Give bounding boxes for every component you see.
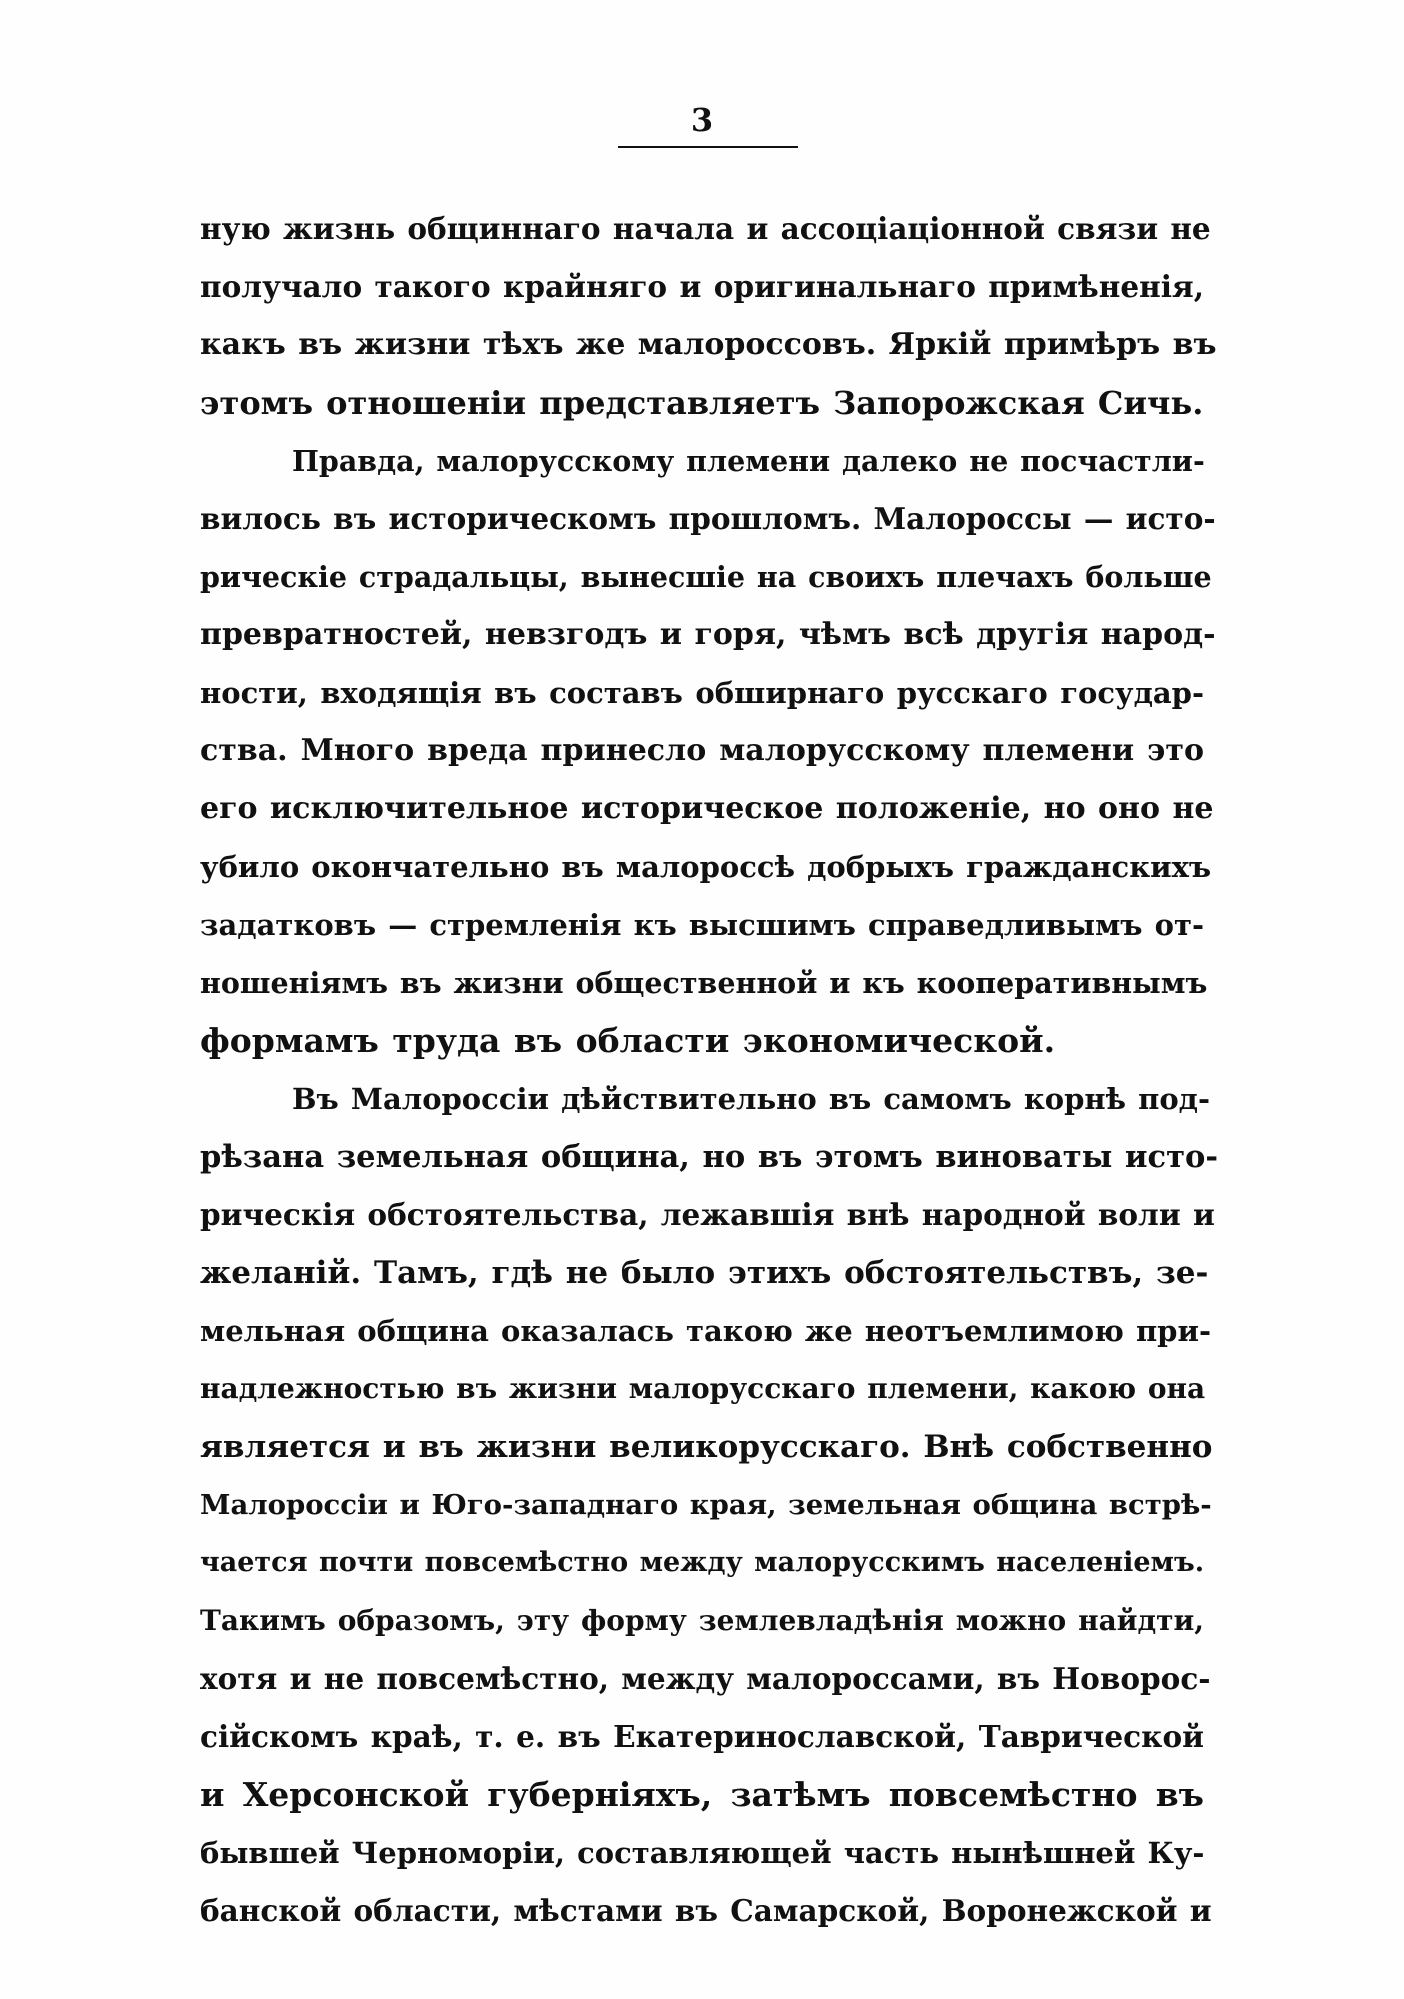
- text-line: превратностей, невзгодъ и горя, чѣмъ всѣ другія народ-: [200, 617, 1216, 652]
- text-line: этомъ отношеніи представляетъ Запорожская Сичь.: [200, 384, 1204, 422]
- text-line: желаній. Тамъ, гдѣ не было этихъ обстоятельствъ, зе-: [200, 1255, 1209, 1291]
- text-line: получало такого крайняго и оригинальнаго примѣненія,: [200, 269, 1204, 304]
- text-line: Такимъ образомъ, эту форму землевладѣнія можно найдти,: [200, 1604, 1204, 1637]
- text-line: является и въ жизни великорусскаго. Внѣ собственно: [200, 1429, 1213, 1465]
- text-line: ношеніямъ въ жизни общественной и къ кооперативнымъ: [200, 966, 1208, 1000]
- paragraph-start-line: Въ Малороссіи дѣйствительно въ самомъ корнѣ под-: [292, 1082, 1211, 1116]
- text-line: рическія обстоятельства, лежавшія внѣ народной воли и: [200, 1197, 1215, 1232]
- page-number: 3: [690, 101, 714, 139]
- text-line: какъ въ жизни тѣхъ же малороссовъ. Яркій примѣръ въ: [200, 327, 1217, 362]
- text-line: его исключительное историческое положеніе, но оно не: [200, 791, 1214, 826]
- text-line: ную жизнь общиннаго начала и ассоціаціонной связи не: [200, 211, 1211, 246]
- text-line: задатковъ — стремленія къ высшимъ справедливымъ от-: [200, 908, 1204, 942]
- text-line: сійскомъ краѣ, т. е. въ Екатеринославской, Таврической: [200, 1719, 1204, 1754]
- text-line: хотя и не повсемѣстно, между малороссами, въ Новорос-: [200, 1661, 1211, 1696]
- text-line: банской области, мѣстами въ Самарской, Воронежской и: [200, 1893, 1212, 1928]
- text-line: бывшей Черноморіи, составляющей часть нынѣшней Ку-: [200, 1836, 1205, 1870]
- text-line: ности, входящія въ составъ обширнаго русскаго государ-: [200, 676, 1204, 710]
- body-text: [200, 200, 1218, 1940]
- text-line: чается почти повсемѣстно между малорусскимъ населеніемъ.: [200, 1547, 1205, 1578]
- text-line: надлежностью въ жизни малорусскаго племени, какою она: [200, 1372, 1206, 1405]
- text-line: формамъ труда въ области экономической.: [200, 1021, 1056, 1060]
- text-line: мельная община оказалась такою же неотъемлимою при-: [200, 1314, 1211, 1348]
- text-line: рѣзана земельная община, но въ этомъ виноваты исто-: [200, 1139, 1218, 1175]
- header-rule: [618, 146, 798, 148]
- text-line: убило окончательно въ малороссѣ добрыхъ гражданскихъ: [200, 850, 1212, 884]
- text-line: и Херсонской губерніяхъ, затѣмъ повсемѣстно въ: [200, 1775, 1204, 1814]
- text-line: ства. Много вреда принесло малорусскому племени это: [200, 733, 1204, 768]
- text-line: рическіе страдальцы, вынесшіе на своихъ плечахъ больше: [200, 560, 1212, 594]
- paragraph-start-line: Правда, малорусскому племени далеко не посчастли-: [292, 444, 1205, 478]
- text-line: вилось въ историческомъ прошломъ. Малороссы — исто-: [200, 501, 1216, 536]
- text-line: Малороссіи и Юго-западнаго края, земельная община встрѣ-: [200, 1489, 1212, 1521]
